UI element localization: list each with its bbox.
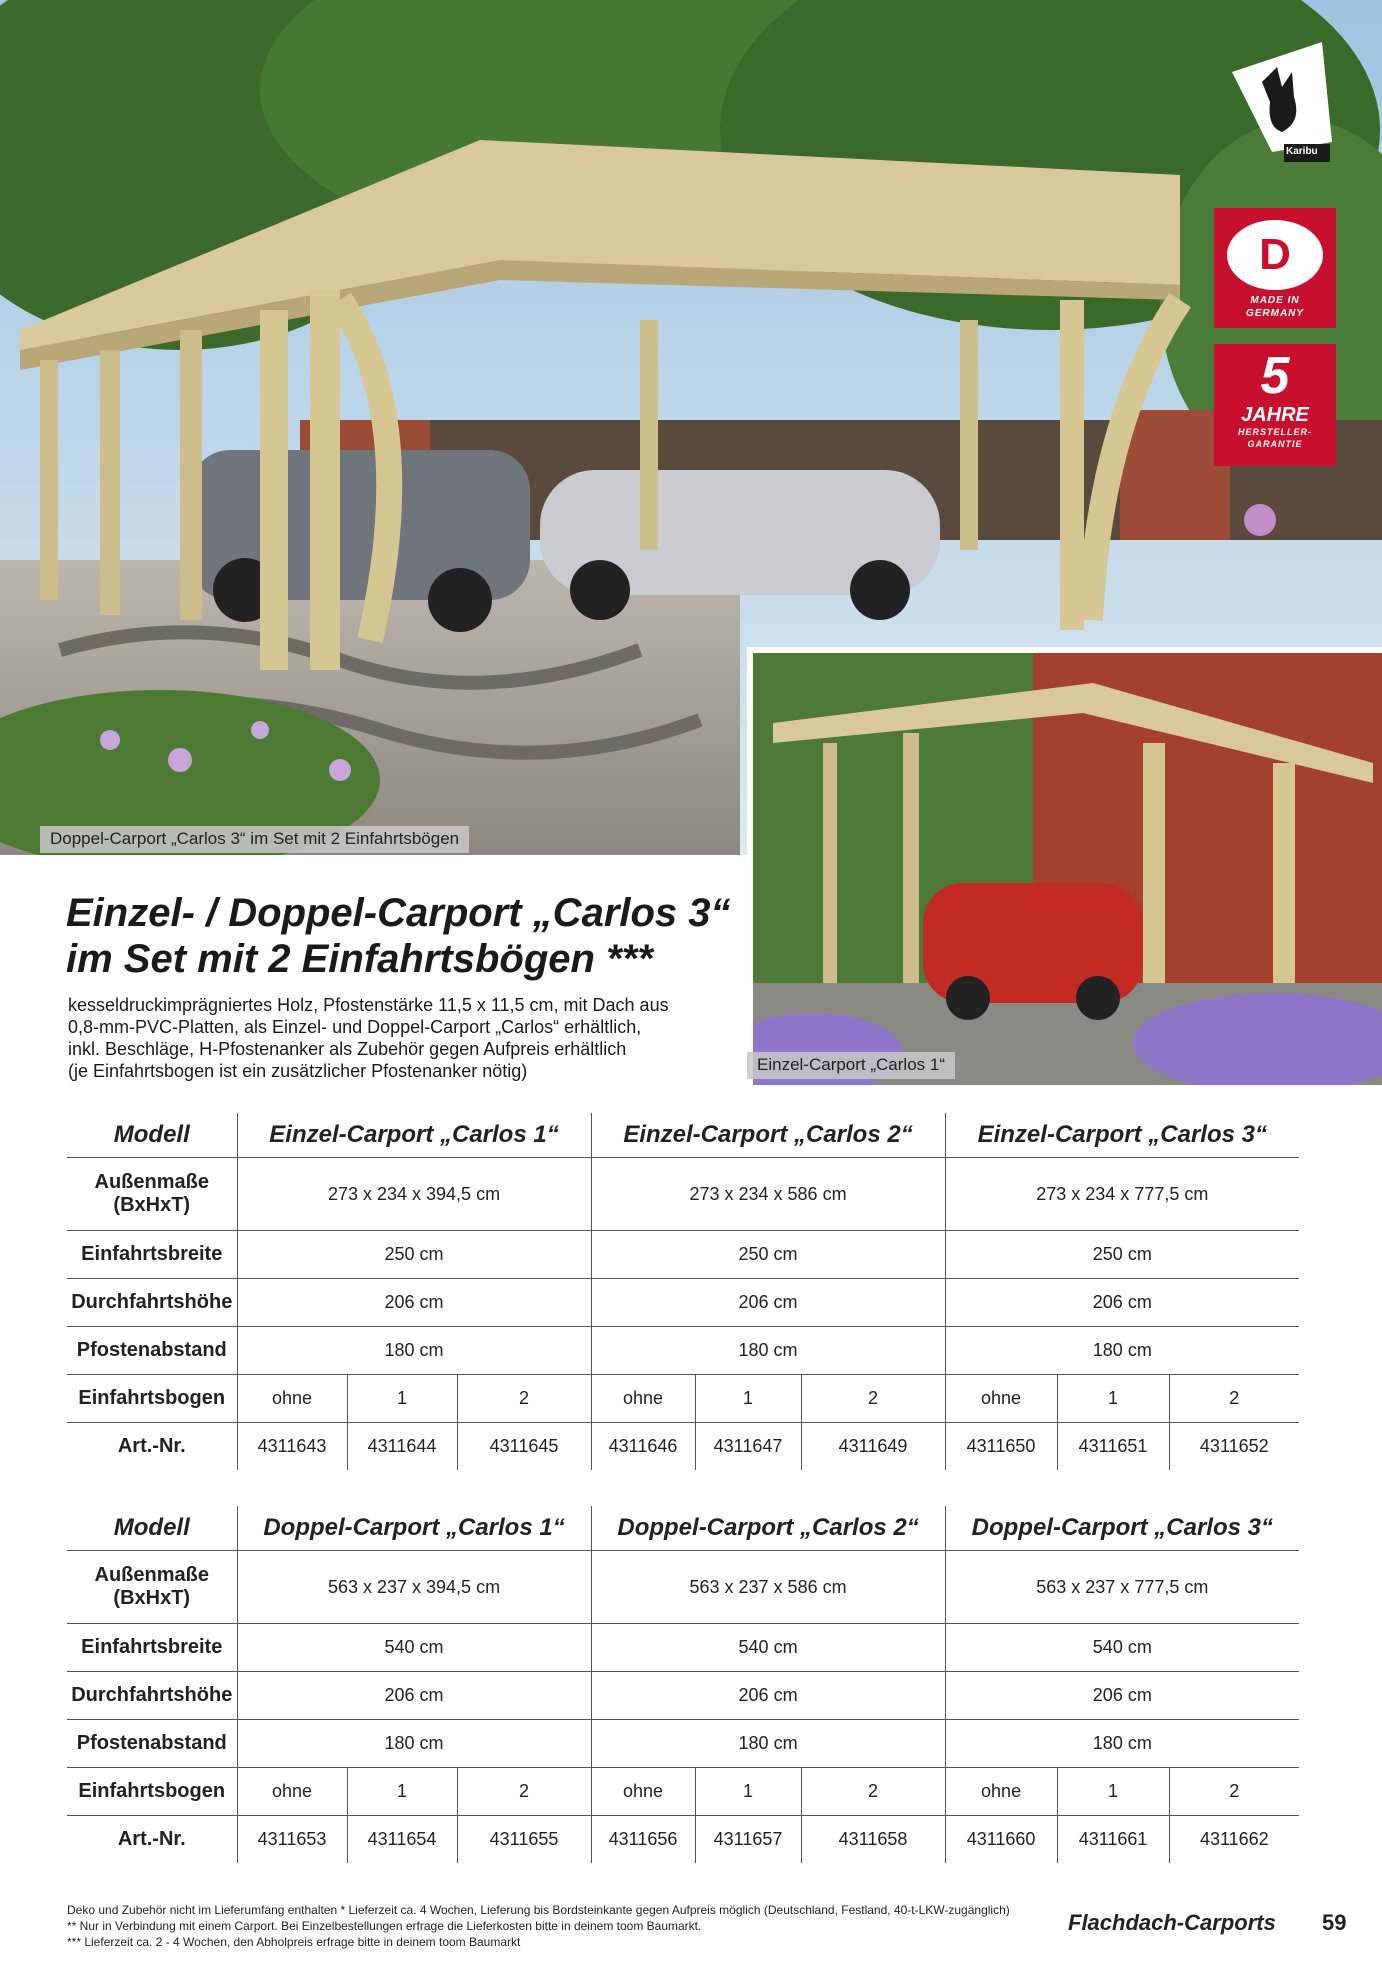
arch-value: 2	[1169, 1768, 1299, 1816]
warranty-badge	[1214, 344, 1336, 466]
description-line1: kesseldruckimprägniertes Holz, Pfostenstärke 11,5 x 11,5 cm, mit Dach aus	[68, 995, 669, 1015]
row-label-entrance-width: Einfahrtsbreite	[67, 1624, 237, 1672]
model-name: Doppel-Carport „Carlos 2“	[591, 1506, 945, 1551]
single-carport-table	[67, 1113, 1299, 1470]
entrance-width-value: 540 cm	[591, 1624, 945, 1672]
model-name: Einzel-Carport „Carlos 2“	[591, 1113, 945, 1158]
brand-name: Karibu	[1286, 146, 1318, 157]
article-number: 4311647	[695, 1423, 801, 1471]
clearance-height-value: 206 cm	[591, 1279, 945, 1327]
country-oval	[1227, 220, 1323, 290]
arch-value: ohne	[945, 1768, 1057, 1816]
clearance-height-value: 206 cm	[945, 1279, 1299, 1327]
model-header: Modell	[67, 1506, 237, 1551]
arch-value: 2	[457, 1375, 591, 1423]
clearance-height-value: 206 cm	[591, 1672, 945, 1720]
article-number: 4311658	[801, 1816, 945, 1864]
made-in-line1: MADE IN	[1250, 295, 1300, 306]
second-photo-caption: Einzel-Carport „Carlos 1“	[747, 1052, 955, 1079]
single-carport-illustration	[753, 653, 1382, 1085]
footer-notes	[67, 1902, 1067, 1950]
article-number: 4311660	[945, 1816, 1057, 1864]
arch-value: ohne	[591, 1375, 695, 1423]
model-name: Doppel-Carport „Carlos 1“	[237, 1506, 591, 1551]
entrance-width-value: 250 cm	[237, 1231, 591, 1279]
clearance-height-value: 206 cm	[237, 1279, 591, 1327]
arch-value: 1	[1057, 1375, 1169, 1423]
row-label-clearance-height: Durchfahrtshöhe	[67, 1672, 237, 1720]
product-headline	[66, 890, 746, 982]
arch-value: 2	[801, 1768, 945, 1816]
model-header: Modell	[67, 1113, 237, 1158]
article-number: 4311646	[591, 1423, 695, 1471]
post-spacing-value: 180 cm	[237, 1327, 591, 1375]
article-number: 4311644	[347, 1423, 457, 1471]
dimension-value: 273 x 234 x 586 cm	[591, 1158, 945, 1231]
row-label-article-number: Art.-Nr.	[67, 1423, 237, 1471]
model-name: Einzel-Carport „Carlos 1“	[237, 1113, 591, 1158]
entrance-width-value: 250 cm	[591, 1231, 945, 1279]
row-label-post-spacing: Pfostenabstand	[67, 1327, 237, 1375]
arch-value: ohne	[237, 1768, 347, 1816]
made-in-germany-badge	[1214, 208, 1336, 328]
arch-value: 2	[457, 1768, 591, 1816]
warranty-word: JAHRE	[1241, 404, 1309, 426]
arch-value: 1	[1057, 1768, 1169, 1816]
entrance-width-value: 250 cm	[945, 1231, 1299, 1279]
post-spacing-value: 180 cm	[237, 1720, 591, 1768]
row-label-article-number: Art.-Nr.	[67, 1816, 237, 1864]
main-photo-caption: Doppel-Carport „Carlos 3“ im Set mit 2 Einfahrtsbögen	[40, 826, 469, 853]
post-spacing-value: 180 cm	[591, 1327, 945, 1375]
footer-note: Deko und Zubehör nicht im Lieferumfang enthalten * Lieferzeit ca. 4 Wochen, Lieferung bis Bordsteinkante gegen Aufpreis möglich (Deutschland, Festland, 40-t-LKW-zugänglich)	[67, 1903, 1010, 1917]
description-line3: inkl. Beschläge, H-Pfostenanker als Zubehör gegen Aufpreis erhältlich	[68, 1039, 627, 1059]
article-number: 4311650	[945, 1423, 1057, 1471]
arch-value: 1	[695, 1375, 801, 1423]
article-number: 4311662	[1199, 1829, 1269, 1849]
article-number: 4311651	[1057, 1423, 1169, 1471]
arch-value: 2	[801, 1375, 945, 1423]
headline-line1: Einzel- / Doppel-Carport „Carlos 3“	[66, 891, 731, 935]
model-name: Doppel-Carport „Carlos 3“	[945, 1506, 1299, 1551]
dimension-value: 273 x 234 x 777,5 cm	[945, 1158, 1299, 1231]
article-number: 4311657	[695, 1816, 801, 1864]
description-line2: 0,8-mm-PVC-Platten, als Einzel- und Doppel-Carport „Carlos“ erhältlich,	[68, 1017, 642, 1037]
arch-value: 1	[347, 1375, 457, 1423]
warranty-line2: GARANTIE	[1247, 439, 1303, 449]
warranty-line1: HERSTELLER-	[1238, 427, 1312, 437]
article-number: 4311656	[591, 1816, 695, 1864]
post-spacing-value: 180 cm	[945, 1327, 1299, 1375]
article-number: 4311661	[1057, 1816, 1169, 1864]
footer-note: *** Lieferzeit ca. 2 - 4 Wochen, den Abholpreis erfrage bitte in deinem toom Baumarkt	[67, 1935, 521, 1949]
row-label-arch: Einfahrtsbogen	[67, 1375, 237, 1423]
arch-value: 2	[1169, 1375, 1299, 1423]
section-title: Flachdach-Carports	[1068, 1910, 1276, 1935]
arch-value: 1	[347, 1768, 457, 1816]
dimension-value: 273 x 234 x 394,5 cm	[237, 1158, 591, 1231]
country-letter: D	[1259, 230, 1291, 279]
arch-value: ohne	[591, 1768, 695, 1816]
row-label-post-spacing: Pfostenabstand	[67, 1720, 237, 1768]
page-number: 59	[1322, 1910, 1347, 1935]
entrance-width-value: 540 cm	[237, 1624, 591, 1672]
model-name: Einzel-Carport „Carlos 3“	[945, 1113, 1299, 1158]
post-spacing-value: 180 cm	[591, 1720, 945, 1768]
made-in-line2: GERMANY	[1245, 308, 1305, 319]
clearance-height-value: 206 cm	[945, 1672, 1299, 1720]
row-label-clearance-height: Durchfahrtshöhe	[67, 1279, 237, 1327]
article-number: 4311645	[457, 1423, 591, 1471]
row-label-dimensions: Außenmaße (BxHxT)	[67, 1551, 237, 1624]
double-carport-table	[67, 1506, 1299, 1863]
article-number: 4311653	[237, 1816, 347, 1864]
article-number: 4311655	[457, 1816, 591, 1864]
entrance-width-value: 540 cm	[945, 1624, 1299, 1672]
footer-note: ** Nur in Verbindung mit einem Carport. Bei Einzelbestellungen erfrage die Lieferkosten bitte in deinem toom Baumarkt.	[67, 1919, 702, 1933]
article-number: 4311649	[801, 1423, 945, 1471]
article-number: 4311643	[237, 1423, 347, 1471]
warranty-years: 5	[1260, 347, 1290, 405]
arch-value: 1	[695, 1768, 801, 1816]
dimension-value: 563 x 237 x 777,5 cm	[945, 1551, 1299, 1624]
article-number: 4311652	[1199, 1436, 1269, 1456]
dimension-value: 563 x 237 x 394,5 cm	[237, 1551, 591, 1624]
description-line4: (je Einfahrtsbogen ist ein zusätzlicher Pfostenanker nötig)	[68, 1061, 528, 1081]
arch-value: ohne	[237, 1375, 347, 1423]
single-carport-photo	[747, 647, 1382, 1085]
clearance-height-value: 206 cm	[237, 1672, 591, 1720]
brand-logo	[1232, 42, 1332, 172]
arch-value: ohne	[945, 1375, 1057, 1423]
post-spacing-value: 180 cm	[945, 1720, 1299, 1768]
article-number: 4311654	[347, 1816, 457, 1864]
headline-line2: im Set mit 2 Einfahrtsbögen ***	[66, 937, 653, 981]
row-label-dimensions: Außenmaße (BxHxT)	[67, 1158, 237, 1231]
row-label-entrance-width: Einfahrtsbreite	[67, 1231, 237, 1279]
product-description	[68, 994, 708, 1082]
row-label-arch: Einfahrtsbogen	[67, 1768, 237, 1816]
dimension-value: 563 x 237 x 586 cm	[591, 1551, 945, 1624]
